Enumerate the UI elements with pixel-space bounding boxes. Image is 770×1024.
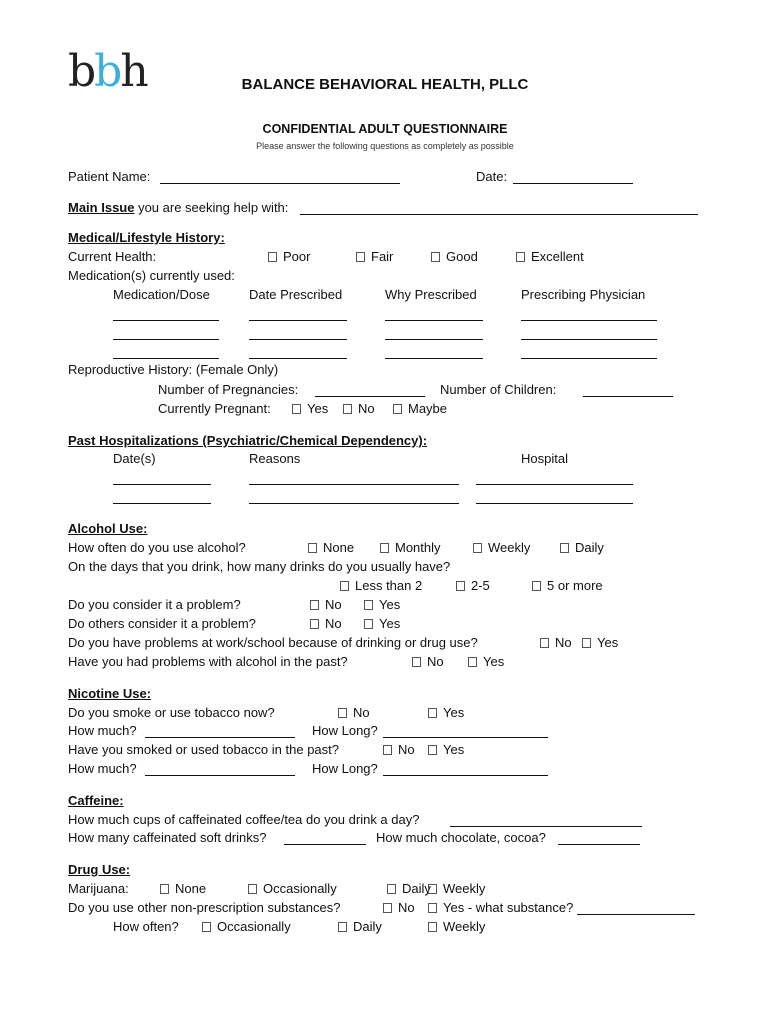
med-line[interactable] [249,320,347,321]
checkbox[interactable] [560,543,569,553]
option-label: No [358,401,375,416]
option-label: No [325,616,342,631]
main-issue-label [68,200,288,216]
option-label: None [175,881,207,896]
logo-h: h [120,46,147,97]
marijuana-label: Marijuana: [68,881,129,896]
how-often-weekly[interactable] [428,919,485,935]
caffeine-q1-field[interactable] [450,826,642,827]
med-line[interactable] [385,358,483,359]
hospital-line[interactable] [249,503,459,504]
children-field[interactable] [583,396,673,397]
nicotine-q2-no[interactable] [383,742,415,758]
hospital-line[interactable] [113,503,211,504]
checkbox[interactable] [456,581,465,591]
alcohol-q6: Have you had problems with alcohol in the past? [68,654,348,669]
nicotine-how-long-label-2: How Long? [312,761,378,776]
med-line[interactable] [113,320,219,321]
hospital-line[interactable] [476,484,633,485]
option-label: No [325,597,342,612]
nicotine-how-much-label-2: How much? [68,761,137,776]
marijuana-daily[interactable] [387,881,431,897]
reproductive-label: Reproductive History: (Female Only) [68,362,279,377]
med-line[interactable] [521,358,657,359]
alcohol-q5-no[interactable] [540,635,572,651]
checkbox[interactable] [540,638,549,648]
hospital-heading: Past Hospitalizations (Psychiatric/Chemical Dependency): [68,433,428,448]
option-label: Yes [379,616,401,631]
patient-name-field[interactable] [160,183,400,184]
main-issue-rest: you are seeking help with: [134,200,289,215]
drinks-5-or-more[interactable] [532,578,603,594]
option-label: No [398,900,415,915]
checkbox[interactable] [292,404,301,414]
option-label: Daily [353,919,382,934]
alcohol-freq-daily[interactable] [560,540,604,556]
hospital-line[interactable] [476,503,633,504]
checkbox[interactable] [356,252,365,262]
nicotine-heading: Nicotine Use: [68,686,152,701]
caffeine-q3-field[interactable] [558,844,640,845]
caffeine-q2: How many caffeinated soft drinks? [68,830,267,845]
alcohol-freq-monthly[interactable] [380,540,441,556]
option-label: Daily [402,881,431,896]
alcohol-q6-no[interactable] [412,654,444,670]
main-issue-field[interactable] [300,214,698,215]
caffeine-q2-field[interactable] [284,844,366,845]
checkbox[interactable] [310,619,319,629]
med-line[interactable] [385,339,483,340]
option-label: Daily [575,540,604,555]
children-label: Number of Children: [440,382,557,397]
checkbox[interactable] [387,884,396,894]
option-label: Yes [379,597,401,612]
nicotine-how-long-field[interactable] [383,737,548,738]
checkbox[interactable] [338,708,347,718]
option-label: Weekly [443,919,486,934]
med-line[interactable] [521,320,657,321]
alcohol-freq-none[interactable] [308,540,354,556]
med-line[interactable] [113,339,219,340]
alcohol-heading: Alcohol Use: [68,521,148,536]
main-issue-bold: Main Issue [68,200,135,215]
option-label: Excellent [531,249,584,264]
alcohol-q4-no[interactable] [310,616,342,632]
checkbox[interactable] [310,600,319,610]
pregnant-option-no[interactable] [343,401,375,417]
patient-name-label: Patient Name: [68,169,151,184]
option-label: Yes [483,654,505,669]
medical-heading: Medical/Lifestyle History: [68,230,225,245]
drug-q2-no[interactable] [383,900,415,916]
checkbox[interactable] [202,922,211,932]
alcohol-q5-yes[interactable] [582,635,618,651]
checkbox[interactable] [431,252,440,262]
option-label: Poor [283,249,311,264]
nicotine-how-much-field[interactable] [145,737,295,738]
how-often-daily[interactable] [338,919,382,935]
nicotine-how-much-field-2[interactable] [145,775,295,776]
med-line[interactable] [113,358,219,359]
health-option-poor[interactable] [268,249,310,265]
option-label: Yes [597,635,619,650]
checkbox[interactable] [428,884,437,894]
current-health-label: Current Health: [68,249,157,264]
organization-name: BALANCE BEHAVIORAL HEALTH, PLLC [241,76,529,93]
option-label: Weekly [443,881,486,896]
logo-b1: b [68,46,95,97]
marijuana-occasionally[interactable] [248,881,337,897]
checkbox[interactable] [383,903,392,913]
pregnant-option-yes[interactable] [292,401,328,417]
checkbox[interactable] [428,745,437,755]
nicotine-q1-yes[interactable] [428,705,464,721]
drug-q2-yes[interactable] [428,900,573,916]
option-label: 2-5 [471,578,490,593]
option-label: Occasionally [217,919,291,934]
option-label: Yes [307,401,329,416]
alcohol-q3-no[interactable] [310,597,342,613]
med-line[interactable] [249,358,347,359]
option-label: None [323,540,355,555]
nicotine-how-much-label: How much? [68,723,137,738]
marijuana-none[interactable] [160,881,206,897]
alcohol-q2: On the days that you drink, how many drinks do you usually have? [68,559,451,574]
option-label: No [555,635,572,650]
option-label: Monthly [395,540,441,555]
option-label: 5 or more [547,578,603,593]
nicotine-how-long-field-2[interactable] [383,775,548,776]
health-option-fair[interactable] [356,249,393,265]
option-label: Weekly [488,540,531,555]
alcohol-q6-yes[interactable] [468,654,504,670]
med-col-why: Why Prescribed [385,287,477,302]
option-label: No [427,654,444,669]
option-label: Less than 2 [355,578,423,593]
med-line[interactable] [249,339,347,340]
date-field[interactable] [513,183,633,184]
option-label: Occasionally [263,881,337,896]
form-subtitle: Please answer the following questions as completely as possible [256,141,514,151]
checkbox[interactable] [268,252,277,262]
option-label: Maybe [408,401,448,416]
option-label: Yes - what substance? [443,900,574,915]
checkbox[interactable] [380,543,389,553]
date-label: Date: [476,169,508,184]
nicotine-q1: Do you smoke or use tobacco now? [68,705,275,720]
med-col-date: Date Prescribed [249,287,343,302]
option-label: Yes [443,705,465,720]
checkbox[interactable] [160,884,169,894]
nicotine-q2: Have you smoked or used tobacco in the past? [68,742,339,757]
drinks-2-5[interactable] [456,578,490,594]
med-col-medication: Medication/Dose [113,287,210,302]
substance-field[interactable] [577,914,695,915]
checkbox[interactable] [364,619,373,629]
hospital-col-reasons: Reasons [249,451,301,466]
alcohol-freq-weekly[interactable] [473,540,530,556]
caffeine-q1: How much cups of caffeinated coffee/tea do you drink a day? [68,812,420,827]
how-often-occasionally[interactable] [202,919,291,935]
hospital-line[interactable] [249,484,459,485]
checkbox[interactable] [428,708,437,718]
hospital-col-dates: Date(s) [113,451,156,466]
medication-label: Medication(s) currently used: [68,268,235,283]
how-often-label: How often? [113,919,179,934]
pregnant-option-maybe[interactable] [393,401,447,417]
checkbox[interactable] [468,657,477,667]
option-label: No [398,742,415,757]
checkbox[interactable] [393,404,402,414]
caffeine-q3: How much chocolate, cocoa? [376,830,546,845]
checkbox[interactable] [582,638,591,648]
alcohol-q3: Do you consider it a problem? [68,597,241,612]
hospital-col-hospital: Hospital [521,451,568,466]
drug-heading: Drug Use: [68,862,131,877]
alcohol-q1: How often do you use alcohol? [68,540,246,555]
alcohol-q4: Do others consider it a problem? [68,616,256,631]
med-col-physician: Prescribing Physician [521,287,646,302]
health-option-good[interactable] [431,249,478,265]
option-label: Yes [443,742,465,757]
option-label: No [353,705,370,720]
pregnant-label: Currently Pregnant: [158,401,271,416]
checkbox[interactable] [532,581,541,591]
checkbox[interactable] [364,600,373,610]
nicotine-how-long-label: How Long? [312,723,378,738]
alcohol-q3-yes[interactable] [364,597,400,613]
checkbox[interactable] [412,657,421,667]
drinks-less-than-2[interactable] [340,578,422,594]
marijuana-weekly[interactable] [428,881,485,897]
form-title: CONFIDENTIAL ADULT QUESTIONNAIRE [262,122,508,136]
checkbox[interactable] [248,884,257,894]
checkbox[interactable] [383,745,392,755]
checkbox[interactable] [343,404,352,414]
checkbox[interactable] [428,922,437,932]
checkbox[interactable] [516,252,525,262]
pregnancies-label: Number of Pregnancies: [158,382,299,397]
alcohol-q4-yes[interactable] [364,616,400,632]
checkbox[interactable] [308,543,317,553]
checkbox[interactable] [340,581,349,591]
checkbox[interactable] [428,903,437,913]
health-option-excellent[interactable] [516,249,584,265]
pregnancies-field[interactable] [315,396,425,397]
hospital-line[interactable] [113,484,211,485]
checkbox[interactable] [338,922,347,932]
option-label: Good [446,249,478,264]
nicotine-q2-yes[interactable] [428,742,464,758]
option-label: Fair [371,249,394,264]
checkbox[interactable] [473,543,482,553]
nicotine-q1-no[interactable] [338,705,370,721]
alcohol-q5: Do you have problems at work/school because of drinking or drug use? [68,635,478,650]
caffeine-heading: Caffeine: [68,793,124,808]
drug-q2: Do you use other non-prescription substances? [68,900,341,915]
med-line[interactable] [385,320,483,321]
logo-b2: b [94,46,121,97]
med-line[interactable] [521,339,657,340]
